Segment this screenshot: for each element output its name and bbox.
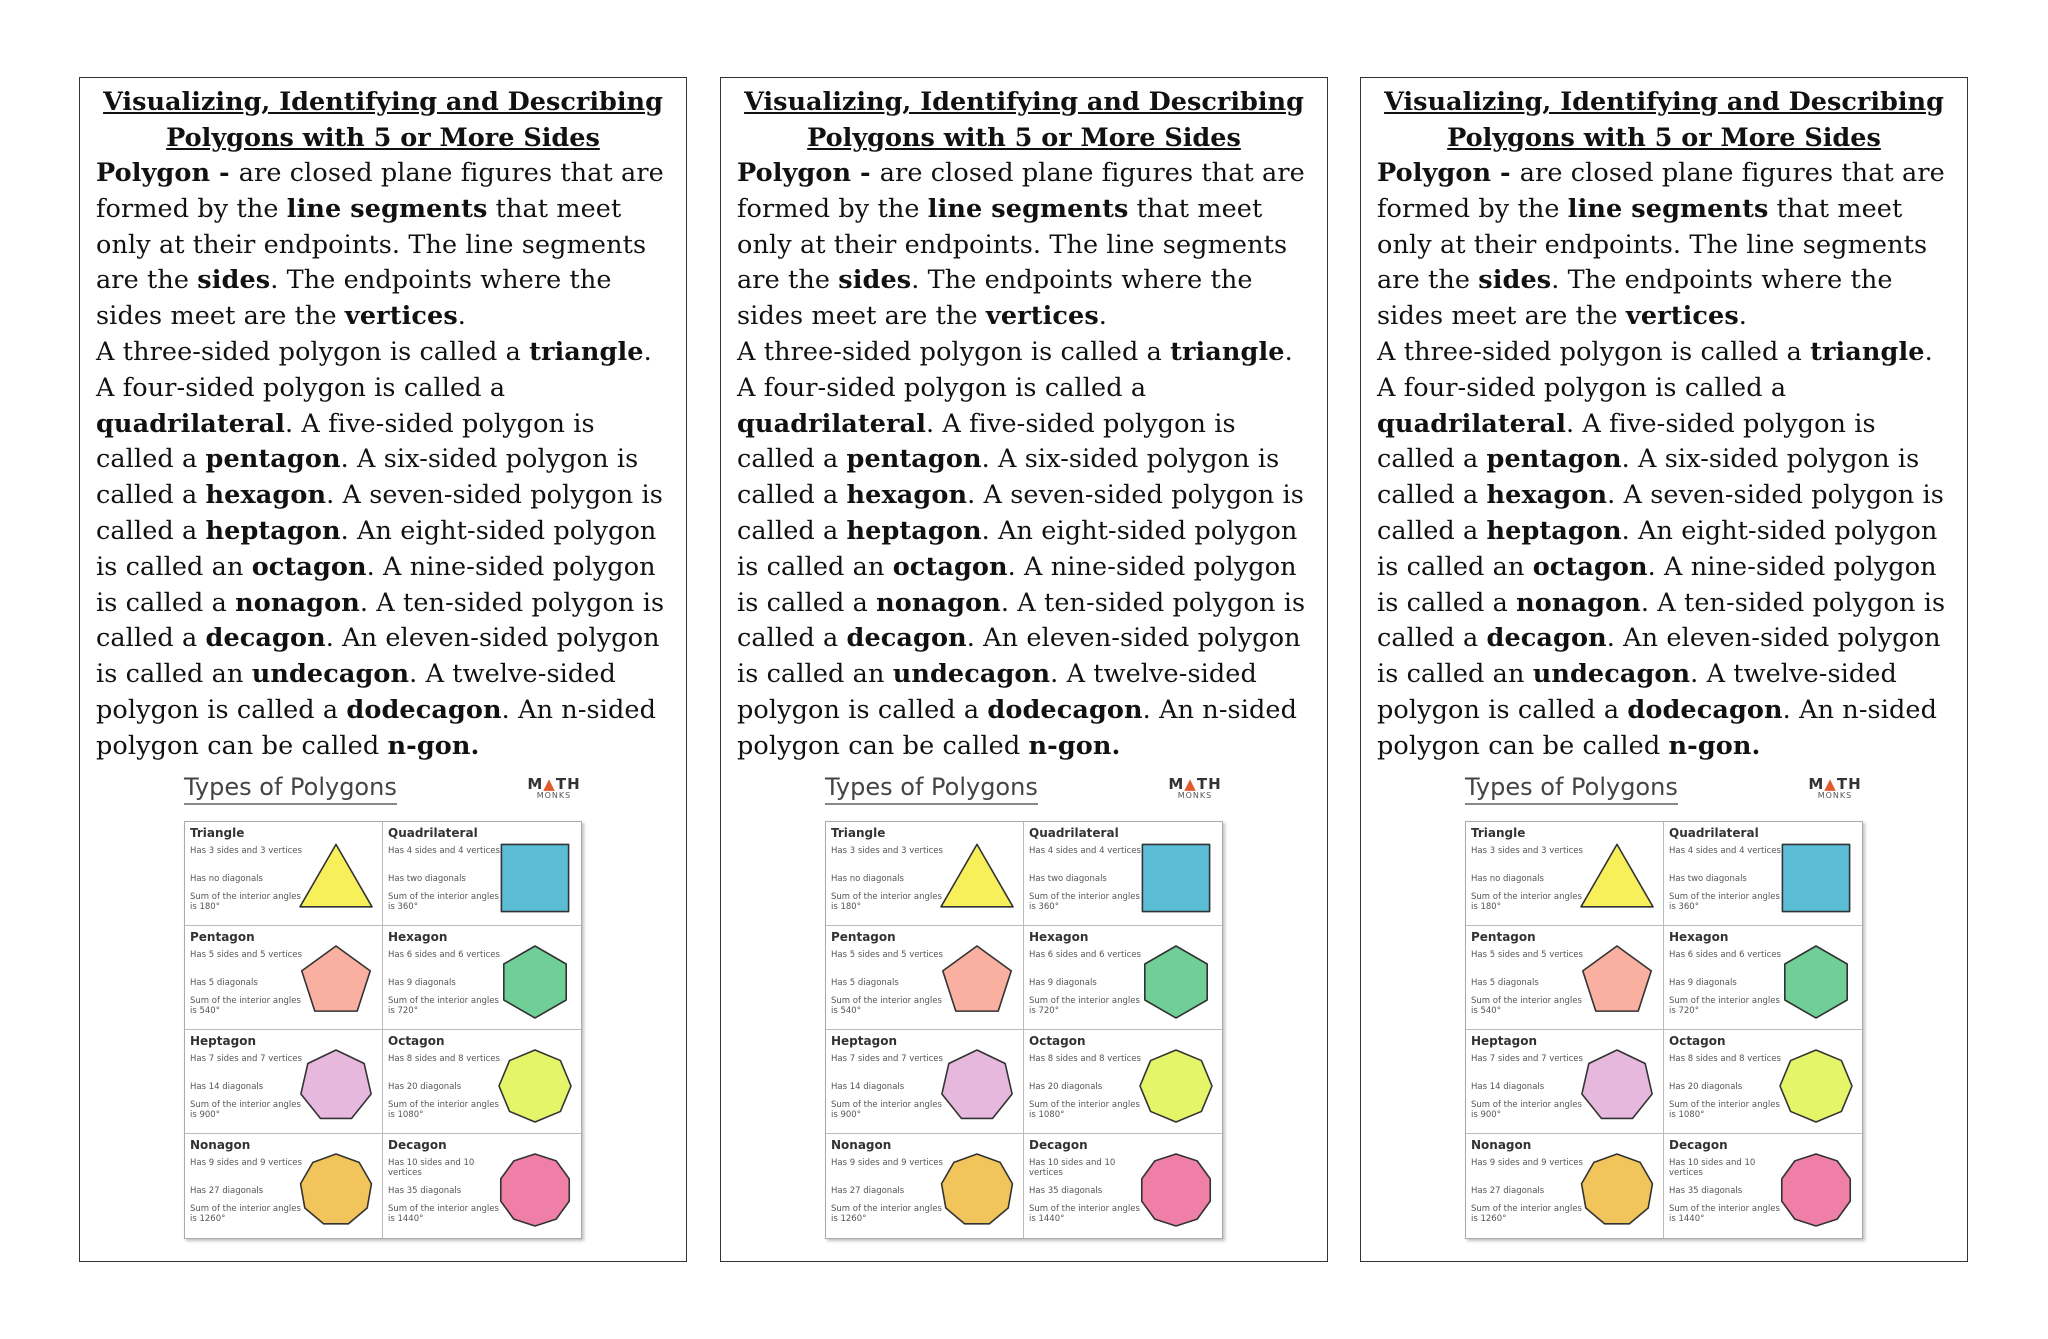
polygon-fact: Has 3 sides and 3 vertices <box>831 846 943 856</box>
bold-term: vertices <box>344 301 458 332</box>
polygon-cell-quadrilateral <box>1024 822 1222 926</box>
polygon-fact: Has 7 sides and 7 vertices <box>831 1054 943 1064</box>
bold-term: heptagon <box>1486 515 1622 546</box>
text-run: . An n-sided polygon can be called <box>737 694 1298 761</box>
polygon-name: Triangle <box>1471 826 1526 840</box>
text-run: . An eleven-sided polygon is called an <box>737 623 1301 690</box>
bold-term: pentagon <box>846 444 982 475</box>
polygon-fact: Has 5 sides and 5 vertices <box>190 950 302 960</box>
text-run: . A twelve-sided polygon is called a <box>1377 659 1897 725</box>
bold-term: n-gon. <box>387 730 480 761</box>
bold-term: decagon <box>205 623 326 654</box>
bold-term: octagon <box>1532 551 1648 582</box>
bold-term: Polygon - <box>1377 158 1520 188</box>
polygon-name: Triangle <box>190 826 245 840</box>
pentagon-shape-icon <box>1577 942 1657 1022</box>
text-run: . A twelve-sided polygon is called a <box>737 659 1257 725</box>
text-run: . An eleven-sided polygon is called an <box>96 623 660 690</box>
text-run: . A five-sided polygon is called a <box>96 408 595 475</box>
polygon-fact: Has 5 diagonals <box>831 978 899 988</box>
definition-paragraph <box>1377 156 1957 335</box>
polygon-fact: Has 27 diagonals <box>1471 1186 1545 1196</box>
polygon-cell-decagon <box>383 1134 581 1238</box>
polygon-fact: Has 20 diagonals <box>388 1082 462 1092</box>
title-line: Visualizing, Identifying and Describing <box>1384 87 1944 117</box>
polygon-cell-octagon <box>1664 1030 1862 1134</box>
text-run: . A seven-sided polygon is called a <box>737 480 1304 546</box>
polygon-fact: Sum of the interior angles is 1080° <box>1669 1100 1780 1120</box>
hexagon-shape-icon <box>1776 942 1856 1022</box>
title-line: Polygons with 5 or More Sides <box>807 123 1241 153</box>
title-line: Visualizing, Identifying and Describing <box>103 87 663 117</box>
polygon-fact: Sum of the interior angles is 900° <box>190 1100 301 1120</box>
text-run: that meet only at their endpoints. The line segments are the <box>96 193 647 296</box>
logo-main-text: M▲TH <box>527 775 581 793</box>
worksheet-card <box>720 77 1328 1262</box>
polygon-fact: Has 4 sides and 4 vertices <box>388 846 500 856</box>
polygon-cell-quadrilateral <box>1664 822 1862 926</box>
bold-term: line segments <box>927 193 1129 224</box>
text-run: A three-sided polygon is called a <box>737 336 1171 367</box>
polygon-name: Heptagon <box>190 1034 256 1048</box>
text-run: . An eleven-sided polygon is called an <box>1377 623 1941 690</box>
bold-term: undecagon <box>1532 659 1691 690</box>
polygon-cell-pentagon <box>1466 926 1664 1030</box>
text-run: . <box>1738 301 1747 332</box>
logo-triangle-letter: ▲ <box>1184 775 1197 793</box>
bold-term: dodecagon <box>987 694 1143 725</box>
polygon-fact: Has 4 sides and 4 vertices <box>1669 846 1781 856</box>
polygon-fact: Has 9 sides and 9 vertices <box>1471 1158 1583 1168</box>
polygon-fact: Has two diagonals <box>388 874 466 884</box>
bold-term: triangle <box>1810 336 1925 367</box>
polygon-fact: Sum of the interior angles is 720° <box>388 996 499 1016</box>
polygon-fact: Has 35 diagonals <box>1669 1186 1743 1196</box>
triangle-shape-icon <box>937 838 1017 918</box>
pentagon-shape-icon <box>296 942 376 1022</box>
hexagon-shape-icon <box>1136 942 1216 1022</box>
nonagon-shape-icon <box>937 1150 1017 1230</box>
card-title <box>80 84 686 156</box>
types-of-polygons-chart <box>825 773 1225 1243</box>
bold-term: octagon <box>251 551 367 582</box>
polygon-name: Decagon <box>1669 1138 1728 1152</box>
bold-term: n-gon. <box>1668 730 1761 761</box>
polygon-fact: Has 8 sides and 8 vertices <box>1029 1054 1141 1064</box>
polygon-name: Hexagon <box>1669 930 1729 944</box>
text-run: are closed plane figures that are formed by the <box>737 158 1305 224</box>
polygon-name: Heptagon <box>831 1034 897 1048</box>
title-line: Polygons with 5 or More Sides <box>166 123 600 153</box>
text-run: . A four-sided polygon is called a <box>96 336 652 403</box>
title-line: Polygons with 5 or More Sides <box>1447 123 1881 153</box>
nonagon-shape-icon <box>1577 1150 1657 1230</box>
polygon-fact: Sum of the interior angles is 360° <box>1029 892 1140 912</box>
text-run: . An eight-sided polygon is called an <box>737 515 1298 582</box>
polygon-fact: Sum of the interior angles is 1440° <box>1029 1204 1140 1224</box>
polygon-fact: Has 9 diagonals <box>1669 978 1737 988</box>
polygon-name: Nonagon <box>190 1138 251 1152</box>
polygon-fact: Has 6 sides and 6 vertices <box>388 950 500 960</box>
polygon-fact: Sum of the interior angles is 1260° <box>190 1204 301 1224</box>
polygon-name: Hexagon <box>388 930 448 944</box>
polygon-fact: Has 35 diagonals <box>388 1186 462 1196</box>
polygon-fact: Sum of the interior angles is 540° <box>831 996 942 1016</box>
polygon-fact: Has 5 sides and 5 vertices <box>831 950 943 960</box>
polygon-fact: Has 4 sides and 4 vertices <box>1029 846 1141 856</box>
bold-term: quadrilateral <box>737 408 927 439</box>
chart-title: Types of Polygons <box>825 773 1038 805</box>
polygon-fact: Has 10 sides and 10 vertices <box>1669 1158 1756 1178</box>
polygon-fact: Has 8 sides and 8 vertices <box>1669 1054 1781 1064</box>
polygon-cell-triangle <box>1466 822 1664 926</box>
text-run: that meet only at their endpoints. The line segments are the <box>737 193 1288 296</box>
polygon-fact: Sum of the interior angles is 720° <box>1029 996 1140 1016</box>
polygon-names-paragraph <box>96 335 676 765</box>
polygon-name: Nonagon <box>1471 1138 1532 1152</box>
text-run: . <box>457 301 466 332</box>
bold-term: nonagon <box>1516 587 1641 618</box>
card-title <box>721 84 1327 156</box>
polygon-fact: Has 7 sides and 7 vertices <box>1471 1054 1583 1064</box>
polygon-fact: Has 20 diagonals <box>1029 1082 1103 1092</box>
bold-term: quadrilateral <box>96 408 286 439</box>
polygon-fact: Has 10 sides and 10 vertices <box>1029 1158 1116 1178</box>
text-run: . A ten-sided polygon is called a <box>737 587 1306 654</box>
definition-paragraph <box>96 156 676 335</box>
text-run: . A nine-sided polygon is called a <box>96 551 656 618</box>
polygon-fact: Sum of the interior angles is 540° <box>1471 996 1582 1016</box>
octagon-shape-icon <box>1776 1046 1856 1126</box>
text-run: . An n-sided polygon can be called <box>96 694 657 761</box>
polygon-name: Nonagon <box>831 1138 892 1152</box>
types-of-polygons-chart <box>1465 773 1865 1243</box>
polygon-fact: Has 27 diagonals <box>190 1186 264 1196</box>
polygon-fact: Sum of the interior angles is 180° <box>1471 892 1582 912</box>
polygon-fact: Sum of the interior angles is 1440° <box>1669 1204 1780 1224</box>
quadrilateral-shape-icon <box>1776 838 1856 918</box>
text-run: . A six-sided polygon is called a <box>96 444 639 511</box>
chart-title: Types of Polygons <box>1465 773 1678 805</box>
polygon-cell-hexagon <box>383 926 581 1030</box>
text-run: . A seven-sided polygon is called a <box>1377 480 1944 546</box>
bold-term: vertices <box>1625 301 1739 332</box>
text-run: . A seven-sided polygon is called a <box>96 480 663 546</box>
polygon-name: Quadrilateral <box>388 826 478 840</box>
bold-term: vertices <box>985 301 1099 332</box>
text-run: . The endpoints where the sides meet are the <box>1377 265 1893 332</box>
triangle-shape-icon <box>1577 838 1657 918</box>
text-run: . The endpoints where the sides meet are the <box>737 265 1253 332</box>
bold-term: triangle <box>529 336 644 367</box>
triangle-shape-icon <box>296 838 376 918</box>
nonagon-shape-icon <box>296 1150 376 1230</box>
text-run: . A four-sided polygon is called a <box>737 336 1293 403</box>
polygon-name: Octagon <box>1669 1034 1726 1048</box>
bold-term: sides <box>1478 265 1552 296</box>
text-run: . <box>1098 301 1107 332</box>
text-run: that meet only at their endpoints. The line segments are the <box>1377 193 1928 296</box>
polygon-cell-heptagon <box>1466 1030 1664 1134</box>
polygon-fact: Has 6 sides and 6 vertices <box>1669 950 1781 960</box>
polygon-fact: Has 9 diagonals <box>1029 978 1097 988</box>
logo-main-text: M▲TH <box>1168 775 1222 793</box>
polygon-fact: Has 5 diagonals <box>190 978 258 988</box>
bold-term: pentagon <box>205 444 341 475</box>
polygon-cell-nonagon <box>826 1134 1024 1238</box>
bold-term: line segments <box>1567 193 1769 224</box>
polygon-fact: Sum of the interior angles is 360° <box>1669 892 1780 912</box>
pentagon-shape-icon <box>937 942 1017 1022</box>
polygon-fact: Has two diagonals <box>1669 874 1747 884</box>
polygon-fact: Sum of the interior angles is 720° <box>1669 996 1780 1016</box>
polygon-cell-octagon <box>1024 1030 1222 1134</box>
math-monks-logo <box>1165 775 1225 800</box>
text-run: . A ten-sided polygon is called a <box>1377 587 1946 654</box>
bold-term: Polygon - <box>737 158 880 188</box>
text-run: . An eight-sided polygon is called an <box>96 515 657 582</box>
text-run: A three-sided polygon is called a <box>1377 336 1811 367</box>
types-of-polygons-chart <box>184 773 584 1243</box>
decagon-shape-icon <box>1136 1150 1216 1230</box>
polygon-name: Quadrilateral <box>1669 826 1759 840</box>
polygon-fact: Has no diagonals <box>831 874 904 884</box>
polygon-fact: Sum of the interior angles is 180° <box>831 892 942 912</box>
polygon-name: Octagon <box>1029 1034 1086 1048</box>
polygon-name: Pentagon <box>831 930 896 944</box>
polygon-fact: Has 3 sides and 3 vertices <box>190 846 302 856</box>
polygon-fact: Sum of the interior angles is 1260° <box>831 1204 942 1224</box>
polygon-names-paragraph <box>737 335 1317 765</box>
logo-sub-text: MONKS <box>1817 791 1853 800</box>
polygon-fact: Has no diagonals <box>1471 874 1544 884</box>
polygon-cell-hexagon <box>1664 926 1862 1030</box>
polygon-fact: Sum of the interior angles is 1080° <box>1029 1100 1140 1120</box>
polygon-fact: Has 9 sides and 9 vertices <box>190 1158 302 1168</box>
octagon-shape-icon <box>1136 1046 1216 1126</box>
bold-term: nonagon <box>235 587 360 618</box>
polygon-cell-decagon <box>1024 1134 1222 1238</box>
bold-term: triangle <box>1170 336 1285 367</box>
text-run: . The endpoints where the sides meet are the <box>96 265 612 332</box>
polygon-fact: Sum of the interior angles is 1080° <box>388 1100 499 1120</box>
bold-term: octagon <box>892 551 1008 582</box>
polygon-cell-pentagon <box>826 926 1024 1030</box>
bold-term: hexagon <box>205 480 327 511</box>
text-run: A three-sided polygon is called a <box>96 336 530 367</box>
math-monks-logo <box>524 775 584 800</box>
polygon-fact: Sum of the interior angles is 1440° <box>388 1204 499 1224</box>
bold-term: decagon <box>846 623 967 654</box>
polygon-fact: Has 14 diagonals <box>831 1082 905 1092</box>
polygon-name: Decagon <box>1029 1138 1088 1152</box>
text-run: . A five-sided polygon is called a <box>737 408 1236 475</box>
polygon-cell-pentagon <box>185 926 383 1030</box>
worksheet-card <box>1360 77 1968 1262</box>
bold-term: undecagon <box>892 659 1051 690</box>
polygon-cell-hexagon <box>1024 926 1222 1030</box>
polygon-names-paragraph <box>1377 335 1957 765</box>
text-run: . A five-sided polygon is called a <box>1377 408 1876 475</box>
heptagon-shape-icon <box>296 1046 376 1126</box>
polygon-fact: Has 5 diagonals <box>1471 978 1539 988</box>
polygon-fact: Has 5 sides and 5 vertices <box>1471 950 1583 960</box>
decagon-shape-icon <box>495 1150 575 1230</box>
bold-term: pentagon <box>1486 444 1622 475</box>
text-run: . An eight-sided polygon is called an <box>1377 515 1938 582</box>
worksheet-card <box>79 77 687 1262</box>
polygon-cell-triangle <box>185 822 383 926</box>
polygon-fact: Has 8 sides and 8 vertices <box>388 1054 500 1064</box>
polygon-grid <box>1465 821 1863 1239</box>
text-run: . A four-sided polygon is called a <box>1377 336 1933 403</box>
logo-triangle-letter: ▲ <box>543 775 556 793</box>
polygon-fact: Has 6 sides and 6 vertices <box>1029 950 1141 960</box>
polygon-name: Hexagon <box>1029 930 1089 944</box>
polygon-name: Heptagon <box>1471 1034 1537 1048</box>
card-title <box>1361 84 1967 156</box>
definition-paragraph <box>737 156 1317 335</box>
math-monks-logo <box>1805 775 1865 800</box>
polygon-grid <box>184 821 582 1239</box>
logo-main-text: M▲TH <box>1808 775 1862 793</box>
bold-term: sides <box>197 265 271 296</box>
quadrilateral-shape-icon <box>495 838 575 918</box>
polygon-fact: Sum of the interior angles is 1260° <box>1471 1204 1582 1224</box>
bold-term: n-gon. <box>1028 730 1121 761</box>
text-run: are closed plane figures that are formed by the <box>96 158 664 224</box>
polygon-cell-triangle <box>826 822 1024 926</box>
logo-triangle-letter: ▲ <box>1824 775 1837 793</box>
polygon-fact: Sum of the interior angles is 540° <box>190 996 301 1016</box>
text-run: . A nine-sided polygon is called a <box>737 551 1297 618</box>
bold-term: sides <box>838 265 912 296</box>
bold-term: hexagon <box>1486 480 1608 511</box>
bold-term: nonagon <box>876 587 1001 618</box>
polygon-cell-octagon <box>383 1030 581 1134</box>
hexagon-shape-icon <box>495 942 575 1022</box>
polygon-fact: Sum of the interior angles is 900° <box>1471 1100 1582 1120</box>
text-run: . A ten-sided polygon is called a <box>96 587 665 654</box>
logo-sub-text: MONKS <box>1177 791 1213 800</box>
polygon-cell-nonagon <box>1466 1134 1664 1238</box>
polygon-name: Pentagon <box>1471 930 1536 944</box>
quadrilateral-shape-icon <box>1136 838 1216 918</box>
text-run: . An n-sided polygon can be called <box>1377 694 1938 761</box>
text-run: . A nine-sided polygon is called a <box>1377 551 1937 618</box>
decagon-shape-icon <box>1776 1150 1856 1230</box>
bold-term: heptagon <box>846 515 982 546</box>
bold-term: Polygon - <box>96 158 239 188</box>
polygon-fact: Has 7 sides and 7 vertices <box>190 1054 302 1064</box>
title-line: Visualizing, Identifying and Describing <box>744 87 1304 117</box>
bold-term: line segments <box>286 193 488 224</box>
bold-term: dodecagon <box>1627 694 1783 725</box>
polygon-cell-heptagon <box>185 1030 383 1134</box>
heptagon-shape-icon <box>937 1046 1017 1126</box>
polygon-name: Decagon <box>388 1138 447 1152</box>
heptagon-shape-icon <box>1577 1046 1657 1126</box>
polygon-name: Pentagon <box>190 930 255 944</box>
polygon-fact: Has 27 diagonals <box>831 1186 905 1196</box>
polygon-fact: Has 3 sides and 3 vertices <box>1471 846 1583 856</box>
polygon-fact: Has no diagonals <box>190 874 263 884</box>
polygon-name: Triangle <box>831 826 886 840</box>
polygon-fact: Has 9 sides and 9 vertices <box>831 1158 943 1168</box>
polygon-cell-nonagon <box>185 1134 383 1238</box>
bold-term: hexagon <box>846 480 968 511</box>
text-run: . A six-sided polygon is called a <box>1377 444 1920 511</box>
polygon-cell-quadrilateral <box>383 822 581 926</box>
logo-sub-text: MONKS <box>536 791 572 800</box>
bold-term: dodecagon <box>346 694 502 725</box>
polygon-fact: Has two diagonals <box>1029 874 1107 884</box>
bold-term: decagon <box>1486 623 1607 654</box>
polygon-fact: Has 14 diagonals <box>190 1082 264 1092</box>
bold-term: heptagon <box>205 515 341 546</box>
octagon-shape-icon <box>495 1046 575 1126</box>
polygon-fact: Sum of the interior angles is 900° <box>831 1100 942 1120</box>
polygon-fact: Has 10 sides and 10 vertices <box>388 1158 475 1178</box>
polygon-grid <box>825 821 1223 1239</box>
polygon-name: Octagon <box>388 1034 445 1048</box>
text-run: are closed plane figures that are formed by the <box>1377 158 1945 224</box>
polygon-fact: Sum of the interior angles is 180° <box>190 892 301 912</box>
text-run: . A six-sided polygon is called a <box>737 444 1280 511</box>
polygon-fact: Has 20 diagonals <box>1669 1082 1743 1092</box>
polygon-fact: Has 14 diagonals <box>1471 1082 1545 1092</box>
polygon-cell-heptagon <box>826 1030 1024 1134</box>
polygon-fact: Sum of the interior angles is 360° <box>388 892 499 912</box>
bold-term: undecagon <box>251 659 410 690</box>
polygon-fact: Has 35 diagonals <box>1029 1186 1103 1196</box>
text-run: . A twelve-sided polygon is called a <box>96 659 616 725</box>
polygon-cell-decagon <box>1664 1134 1862 1238</box>
bold-term: quadrilateral <box>1377 408 1567 439</box>
polygon-name: Quadrilateral <box>1029 826 1119 840</box>
polygon-fact: Has 9 diagonals <box>388 978 456 988</box>
chart-title: Types of Polygons <box>184 773 397 805</box>
